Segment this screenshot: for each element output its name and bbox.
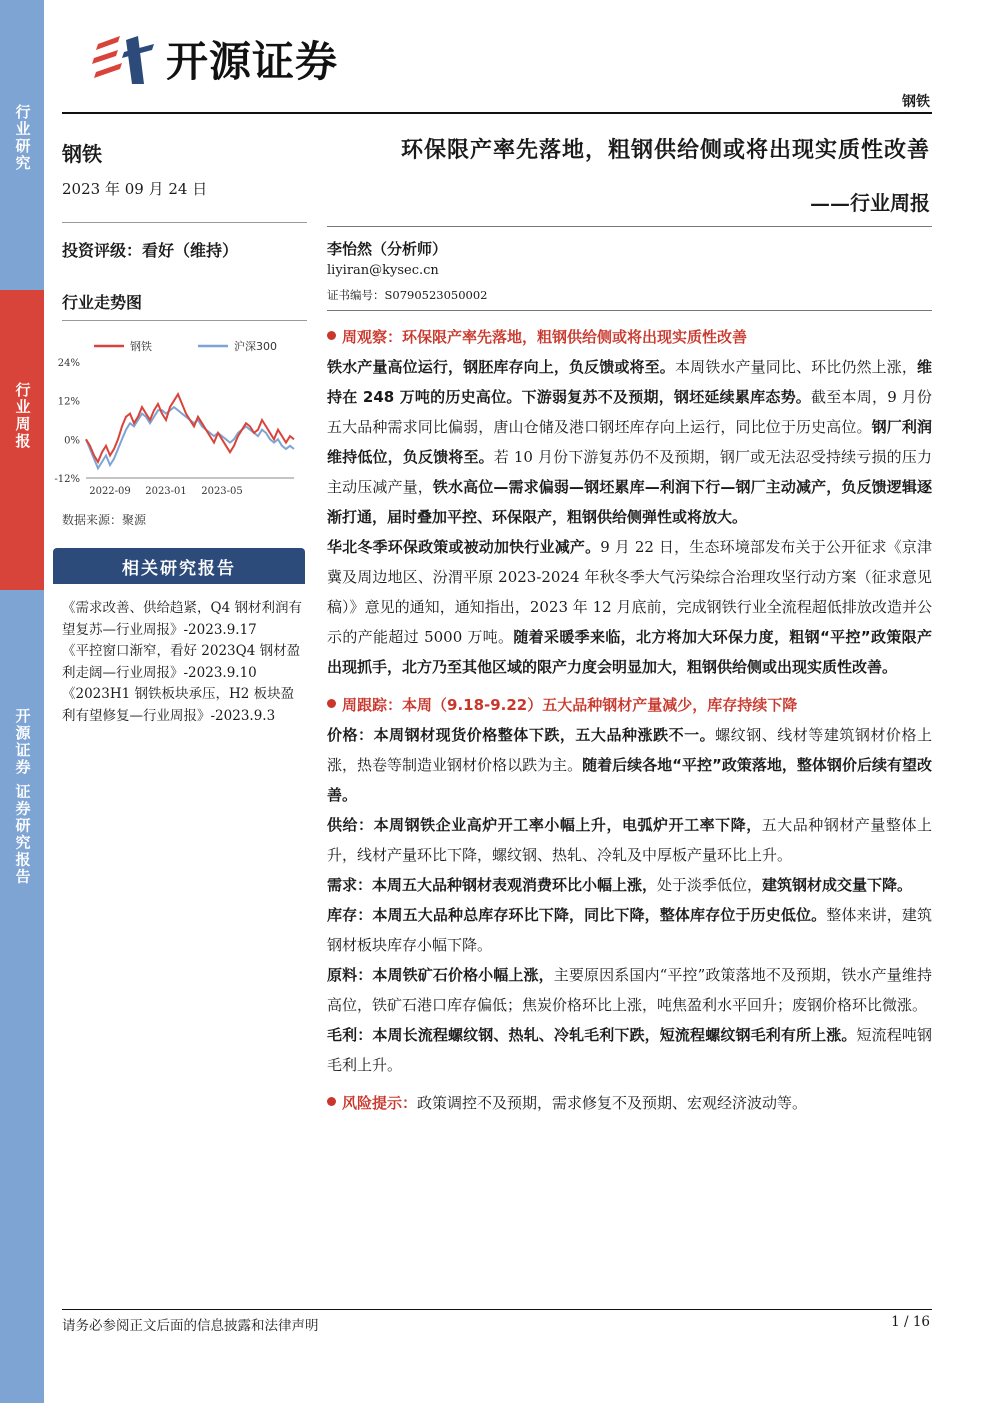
body-text: 主要原因系国内“平控”政策落地不及预期，铁水产量维持高位，铁矿石港口库存偏低；焦炭价格环比上涨，吨焦盈利水平回升；废钢价格环比微涨。 [327, 966, 932, 1014]
emphasis-text: 建筑钢材成交量下降。 [762, 876, 913, 894]
emphasis-text: 随着后续各地“平控”政策落地，整体钢价后续有望改善。 [327, 756, 932, 804]
analyst-certificate: 证书编号：S0790523050002 [327, 288, 488, 302]
page-number: 1 / 16 [891, 1314, 930, 1330]
side-band-weekly [0, 290, 44, 590]
emphasis-text: 铁水产量高位运行，钢胚库存向上，负反馈或将至。 [327, 358, 675, 376]
brand-logo [88, 30, 338, 88]
emphasis-text: 维持在 248 万吨的历史高位。下游弱复苏不及预期，钢坯延续累库态势。 [327, 358, 932, 406]
emphasis-text: 随着采暖季来临，北方将加大环保力度，粗钢“平控”政策限产出现抓手，北方乃至其他区域的限产力度会明显加大，粗钢供给侧或出现实质性改善。 [327, 628, 932, 676]
industry-name: 钢铁 [62, 142, 102, 166]
risk-label: 风险提示： [342, 1094, 418, 1112]
data-source: 数据来源：聚源 [62, 513, 147, 527]
body-text: 9 月 22 日，生态环境部发布关于公开征求《京津冀及周边地区、汾渭平原 2023-2024 年秋冬季大气污染综合治理攻坚行动方案（征求意见稿）》意见的通知，通知指出，2023 年 12 月底前，完成钢铁行业全流程超低排放改造并公示的产能超过 5000 万吨。 [327, 538, 932, 646]
emphasis-text: 原料：本周铁矿石价格小幅上涨， [327, 966, 554, 984]
side-band-label: 开源证券 证券研究报告 [13, 708, 32, 886]
x-tick-label: 2023-01 [145, 486, 187, 497]
left-divider [62, 222, 307, 223]
related-report-item[interactable]: 《平控窗口渐窄，看好 2023Q4 钢材盈利走阔—行业周报》-2023.9.10 [62, 643, 301, 681]
emphasis-text: 库存：本周五大品种总库存环比下降，同比下降，整体库存位于历史低位。 [327, 906, 827, 924]
body-text: 短流程吨钢毛利上升。 [327, 1026, 932, 1074]
section-heading-text: 周跟踪：本周（9.18-9.22）五大品种钢材产量减少，库存持续下降 [342, 696, 798, 714]
side-band-brand [0, 590, 44, 1403]
footer-disclaimer: 请务必参阅正文后面的信息披露和法律声明 [62, 1318, 319, 1334]
footer-divider [62, 1309, 932, 1310]
analyst-name: 李怡然（分析师） [327, 240, 448, 258]
section-heading-text: 周观察：环保限产率先落地，粗钢供给侧或将出现实质性改善 [342, 328, 748, 346]
report-subtitle: ——行业周报 [810, 191, 930, 215]
trend-chart-title: 行业走势图 [62, 293, 143, 312]
bullet-dot-icon [327, 331, 336, 340]
trend-chart [52, 332, 302, 502]
paragraph-gross-margin [327, 1020, 932, 1080]
related-report-item[interactable]: 《需求改善、供给趋紧，Q4 钢材利润有望复苏—行业周报》-2023.9.17 [62, 600, 302, 638]
paragraph-supply [327, 810, 932, 870]
side-band-label: 行业周报 [13, 382, 32, 450]
paragraph-winter-policy [327, 532, 932, 682]
report-title: 环保限产率先落地，粗钢供给侧或将出现实质性改善 [400, 137, 930, 163]
bullet-dot-icon [327, 699, 336, 708]
x-tick-label: 2023-05 [201, 486, 243, 497]
right-divider [327, 310, 932, 311]
emphasis-text: 供给：本周钢铁企业高炉开工率小幅上升，电弧炉开工率下降， [327, 816, 762, 834]
trend-chart-svg [52, 332, 302, 502]
body-text: 截至本周，9 月份五大品种需求同比偏弱，唐山仓储及港口钢坯库存向上运行，同比位于历史高位。 [327, 388, 933, 436]
legend-label: 钢铁 [130, 340, 152, 353]
emphasis-text: 毛利：本周长流程螺纹钢、热轧、冷轧毛利下跌，短流程螺纹钢毛利有所上涨。 [327, 1026, 857, 1044]
side-band-industry-research [0, 0, 44, 290]
brand-name: 开源证券 [166, 37, 339, 86]
series-line-csi300 [86, 407, 294, 468]
risk-warning [327, 1088, 932, 1118]
paragraph-price [327, 720, 932, 810]
body-text: 整体来讲，建筑钢材板块库存小幅下降。 [327, 906, 932, 954]
paragraph-blast-furnace [327, 352, 932, 532]
y-tick-label: 24% [57, 358, 80, 369]
report-date: 2023 年 09 月 24 日 [62, 180, 208, 198]
body-text: 螺纹钢、线材等建筑钢材价格上涨，热卷等制造业钢材价格以跌为主。 [327, 726, 932, 774]
related-reports-header: 相关研究报告 [53, 548, 305, 584]
brand-logo-icon [88, 30, 160, 88]
header-category: 钢铁 [902, 94, 930, 110]
body-text: 本周铁水产量同比、环比仍然上涨， [674, 358, 917, 376]
emphasis-text: 钢厂利润维持低位，负反馈将至。 [327, 418, 932, 466]
paragraph-raw-material [327, 960, 932, 1020]
left-divider [62, 320, 307, 321]
header-divider [62, 112, 932, 114]
right-divider [327, 226, 932, 227]
section-heading-weekly-observation [327, 322, 932, 352]
report-body [327, 322, 932, 1118]
body-text: 处于淡季低位， [657, 876, 763, 894]
related-report-item[interactable]: 《2023H1 钢铁板块承压，H2 板块盈利有望修复—行业周报》-2023.9.3 [62, 686, 295, 724]
emphasis-text: 华北冬季环保政策或被动加快行业减产。 [327, 538, 601, 556]
investment-rating: 投资评级：看好（维持） [62, 241, 239, 260]
emphasis-text: 价格：本周钢材现货价格整体下跌，五大品种涨跌不一。 [327, 726, 716, 744]
body-text: 五大品种钢材产量整体上升，线材产量环比下降，螺纹钢、热轧、冷轧及中厚板产量环比上升。 [327, 816, 932, 864]
y-tick-label: -12% [54, 474, 80, 485]
y-tick-label: 12% [57, 396, 80, 408]
paragraph-inventory [327, 900, 932, 960]
section-heading-weekly-tracking [327, 690, 932, 720]
paragraph-demand [327, 870, 932, 900]
analyst-email[interactable]: liyiran@kysec.cn [327, 263, 439, 278]
bullet-dot-icon [327, 1097, 336, 1106]
body-text: 若 10 月份下游复苏仍不及预期，钢厂或无法忍受持续亏损的压力主动压减产量， [327, 448, 932, 496]
legend-label: 沪深300 [234, 340, 277, 353]
side-band-label: 行业研究 [13, 104, 32, 172]
y-tick-label: 0% [64, 435, 80, 447]
risk-text: 政策调控不及预期，需求修复不及预期、宏观经济波动等。 [417, 1094, 808, 1112]
x-tick-label: 2022-09 [89, 486, 131, 497]
emphasis-text: 铁水高位—需求偏弱—钢坯累库—利润下行—钢厂主动减产，负反馈逻辑逐渐打通，届时叠加平控、环保限产，粗钢供给侧弹性或将放大。 [327, 478, 932, 526]
related-reports-list [62, 598, 307, 727]
emphasis-text: 需求：本周五大品种钢材表观消费环比小幅上涨， [327, 876, 658, 894]
